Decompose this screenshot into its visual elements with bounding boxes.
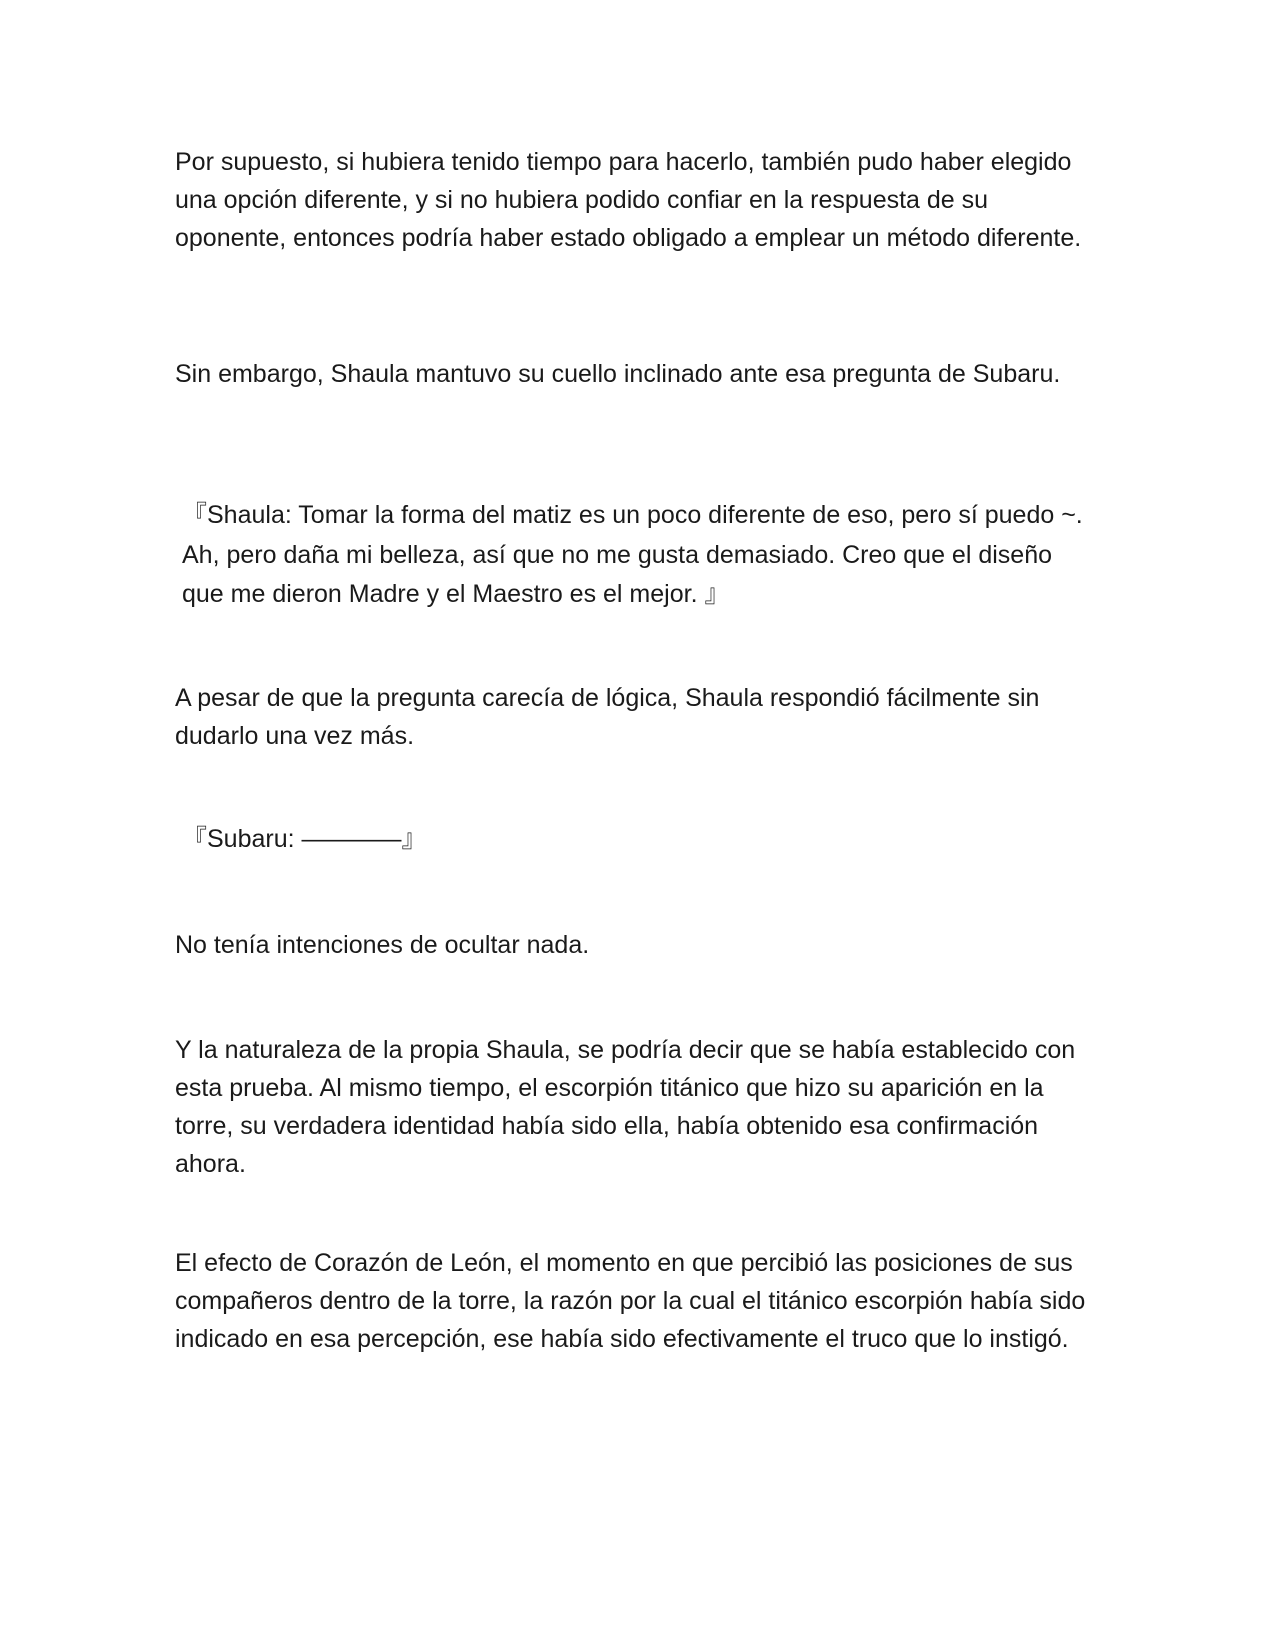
dialogue-subaru: 『Subaru: ————』 <box>182 825 427 853</box>
paragraph-6: No tenía intenciones de ocultar nada. <box>175 931 590 959</box>
paragraph-8: El efecto de Corazón de León, el momento en que percibió las posiciones de sus compañeros dentro de la torre, la razón por la cual el titánico escorpión había sido indicado en esa percepción, ese había sido efectivamente el truco que lo instigó. <box>175 1249 1086 1353</box>
paragraph-7: Y la naturaleza de la propia Shaula, se podría decir que se había establecido con esta prueba. Al mismo tiempo, el escorpión titánico que hizo su aparición en la torre, su verdadera identidad había sido ella, había obtenido esa confirmación ahora. <box>175 1036 1076 1178</box>
paragraph-4: A pesar de que la pregunta carecía de lógica, Shaula respondió fácilmente sin dudarlo una vez más. <box>175 684 1040 750</box>
dialogue-shaula: 『Shaula: Tomar la forma del matiz es un poco diferente de eso, pero sí puedo ~. Ah, pero daña mi belleza, así que no me gusta demasiado. Creo que el diseño que me dieron Madre y el Maestro es el mejor. 』 <box>182 501 1083 608</box>
paragraph-2: Sin embargo, Shaula mantuvo su cuello inclinado ante esa pregunta de Subaru. <box>175 360 1061 388</box>
paragraph-1: Por supuesto, si hubiera tenido tiempo para hacerlo, también pudo haber elegido una opción diferente, y si no hubiera podido confiar en la respuesta de su oponente, entonces podría haber estado obligado a emplear un método diferente. <box>175 148 1082 252</box>
